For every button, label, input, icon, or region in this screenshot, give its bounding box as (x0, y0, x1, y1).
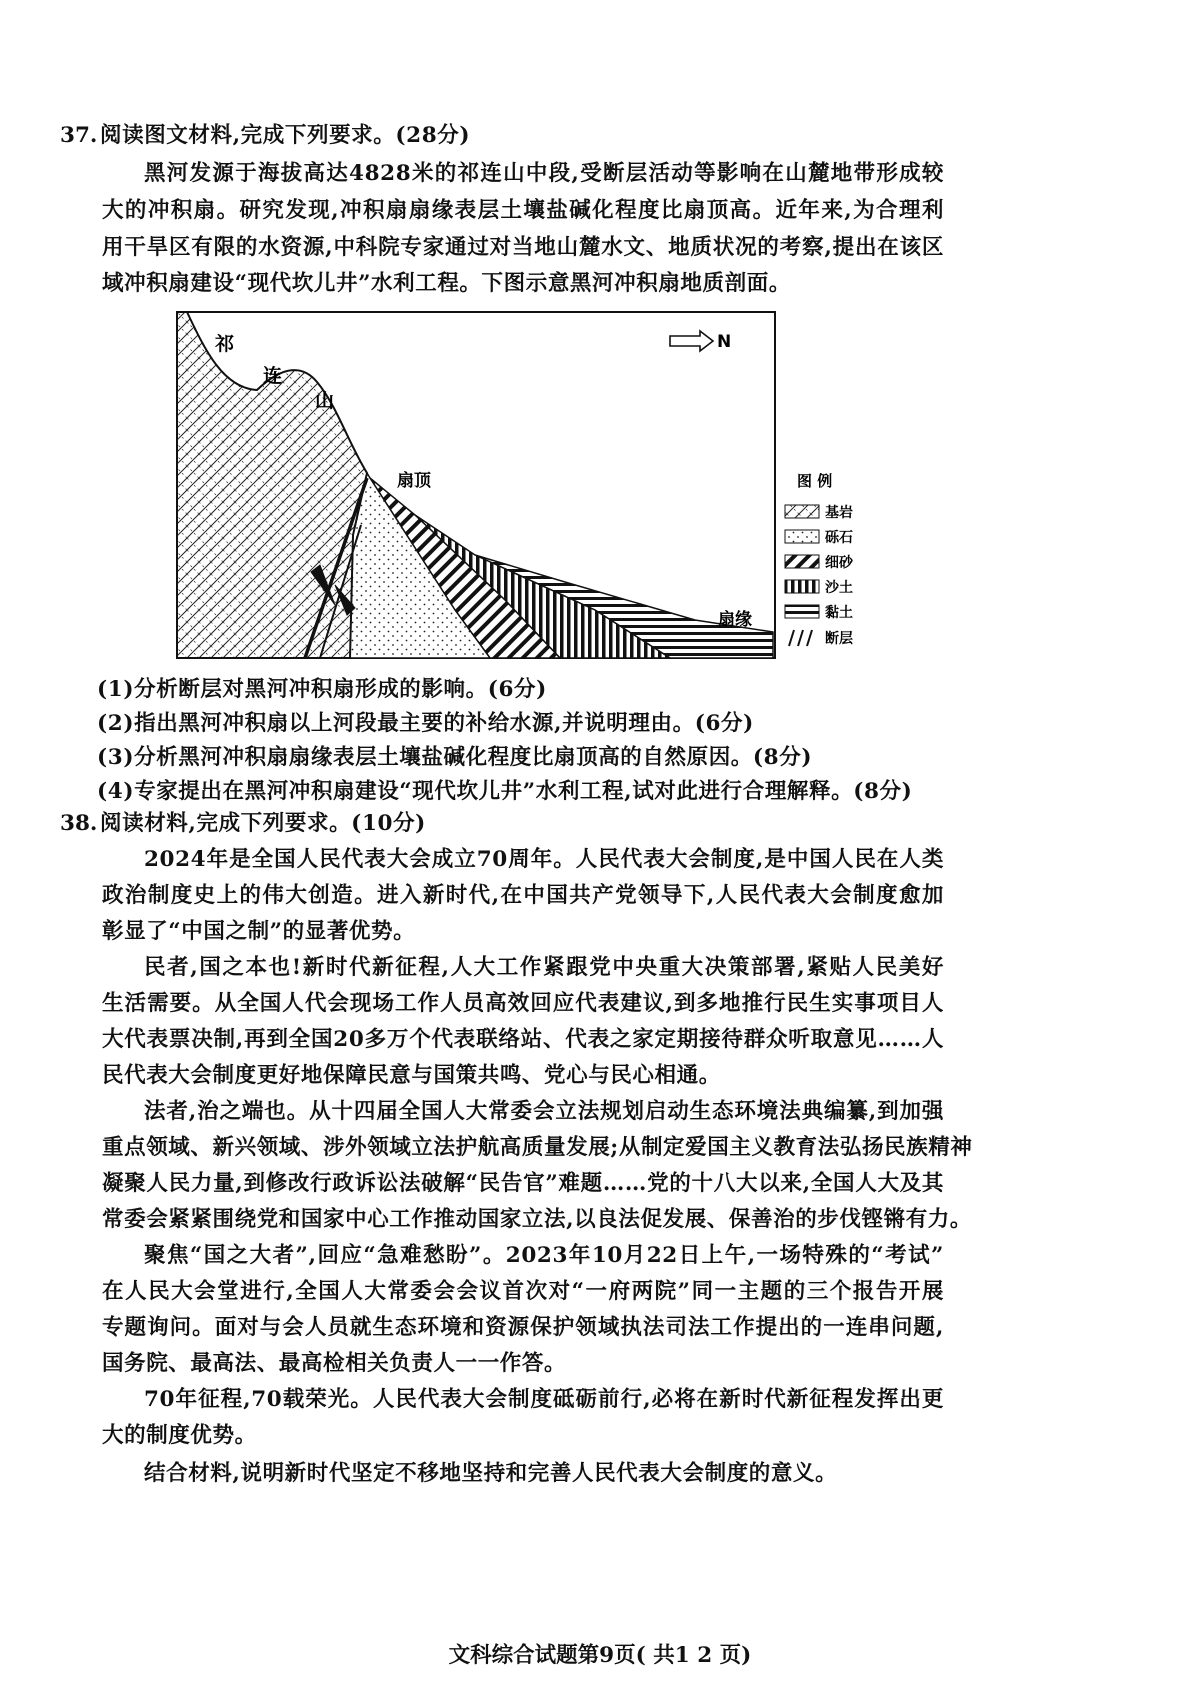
fan-edge-label: 扇缘 (718, 610, 752, 630)
legend (785, 472, 854, 647)
bedrock-pattern-icon (785, 505, 819, 518)
question-38-number: 38. (60, 811, 98, 836)
q38-text-line: 法者,治之端也。从十四届全国人大常委会立法规划启动生态环境法典编纂,到加强 (144, 1099, 944, 1124)
q37-subquestion: (3)分析黑河冲积扇扇缘表层土壤盐碱化程度比扇顶高的自然原因。(8分) (97, 745, 813, 770)
q38-text-line: 彰显了“中国之制”的显著优势。 (102, 919, 416, 944)
q38-text-line: 国务院、最高法、最高检相关负责人一一作答。 (102, 1351, 567, 1376)
question-37-number: 37. (60, 123, 98, 148)
question-38-header: 阅读材料,完成下列要求。(10分) (100, 811, 426, 836)
gravel-pattern-icon (785, 530, 819, 543)
q38-text-line: 2024年是全国人民代表大会成立70周年。人民代表大会制度,是中国人民在人类 (144, 847, 944, 872)
q38-text-line: 70年征程,70载荣光。人民代表大会制度砥砺前行,必将在新时代新征程发挥出更 (144, 1387, 944, 1412)
legend-label: 黏土 (825, 605, 853, 621)
q38-text-line: 大的制度优势。 (102, 1423, 257, 1448)
legend-label: 砾石 (825, 530, 853, 546)
fault-symbol-icon (789, 630, 812, 646)
legend-label: 基岩 (825, 505, 853, 521)
legend-label: 沙土 (825, 580, 853, 596)
question-37-header: 阅读图文材料,完成下列要求。(28分) (100, 123, 471, 148)
north-label: N (717, 332, 732, 352)
mountain-label: 山 (315, 390, 335, 412)
q37-subquestion: (1)分析断层对黑河冲积扇形成的影响。(6分) (97, 677, 547, 702)
mountain-label: 祁 (215, 333, 235, 355)
q37-paragraph-line: 用干旱区有限的水资源,中科院专家通过对当地山麓水文、地质状况的考察,提出在该区 (102, 235, 944, 260)
q38-text-line: 聚焦“国之大者”,回应“急难愁盼”。2023年10月22日上午,一场特殊的“考试” (144, 1243, 944, 1268)
alluvial-fan-cross-section (175, 310, 895, 668)
clay-pattern-icon (785, 605, 819, 618)
page-footer: 文科综合试题第9页( 共1 2 页) (448, 1643, 752, 1668)
q38-text-line: 政治制度史上的伟大创造。进入新时代,在中国共产党领导下,人民代表大会制度愈加 (102, 883, 944, 908)
q37-paragraph-line: 域冲积扇建设“现代坎儿井”水利工程。下图示意黑河冲积扇地质剖面。 (102, 271, 791, 296)
legend-label: 细砂 (825, 555, 853, 571)
sandy-soil-pattern-icon (785, 580, 819, 593)
q38-question: 结合材料,说明新时代坚定不移地坚持和完善人民代表大会制度的意义。 (144, 1461, 838, 1486)
q37-subquestion: (2)指出黑河冲积扇以上河段最主要的补给水源,并说明理由。(6分) (97, 711, 754, 736)
q38-text-line: 常委会紧紧围绕党和国家中心工作推动国家立法,以良法促发展、保善治的步伐铿锵有力。 (102, 1207, 972, 1232)
fan-top-label: 扇顶 (397, 471, 431, 491)
q38-text-line: 凝聚人民力量,到修改行政诉讼法破解“民告官”难题……党的十八大以来,全国人大及其 (102, 1171, 944, 1196)
q37-paragraph-line: 黑河发源于海拔高达4828米的祁连山中段,受断层活动等影响在山麓地带形成较 (144, 161, 944, 186)
q37-paragraph-line: 大的冲积扇。研究发现,冲积扇扇缘表层土壤盐碱化程度比扇顶高。近年来,为合理利 (102, 198, 944, 223)
q37-subquestion: (4)专家提出在黑河冲积扇建设“现代坎儿井”水利工程,试对此进行合理解释。(8分) (97, 779, 913, 804)
q38-text-line: 重点领域、新兴领域、涉外领域立法护航高质量发展;从制定爱国主义教育法弘扬民族精神 (102, 1135, 973, 1160)
q38-text-line: 大代表票决制,再到全国20多万个代表联络站、代表之家定期接待群众听取意见……人 (102, 1027, 944, 1052)
q38-text-line: 在人民大会堂进行,全国人大常委会会议首次对“一府两院”同一主题的三个报告开展 (102, 1279, 944, 1304)
q38-text-line: 民者,国之本也!新时代新征程,人大工作紧跟党中央重大决策部署,紧贴人民美好 (144, 955, 944, 980)
legend-label: 断层 (825, 631, 853, 647)
q38-text-line: 生活需要。从全国人代会现场工作人员高效回应代表建议,到多地推行民生实事项目人 (102, 991, 944, 1016)
legend-title: 图 例 (797, 472, 833, 490)
fine-sand-pattern-icon (785, 555, 819, 568)
mountain-label: 连 (263, 365, 283, 387)
q38-text-line: 专题询问。面对与会人员就生态环境和资源保护领域执法司法工作提出的一连串问题, (102, 1315, 944, 1340)
q38-text-line: 民代表大会制度更好地保障民意与国策共鸣、党心与民心相通。 (102, 1063, 721, 1088)
